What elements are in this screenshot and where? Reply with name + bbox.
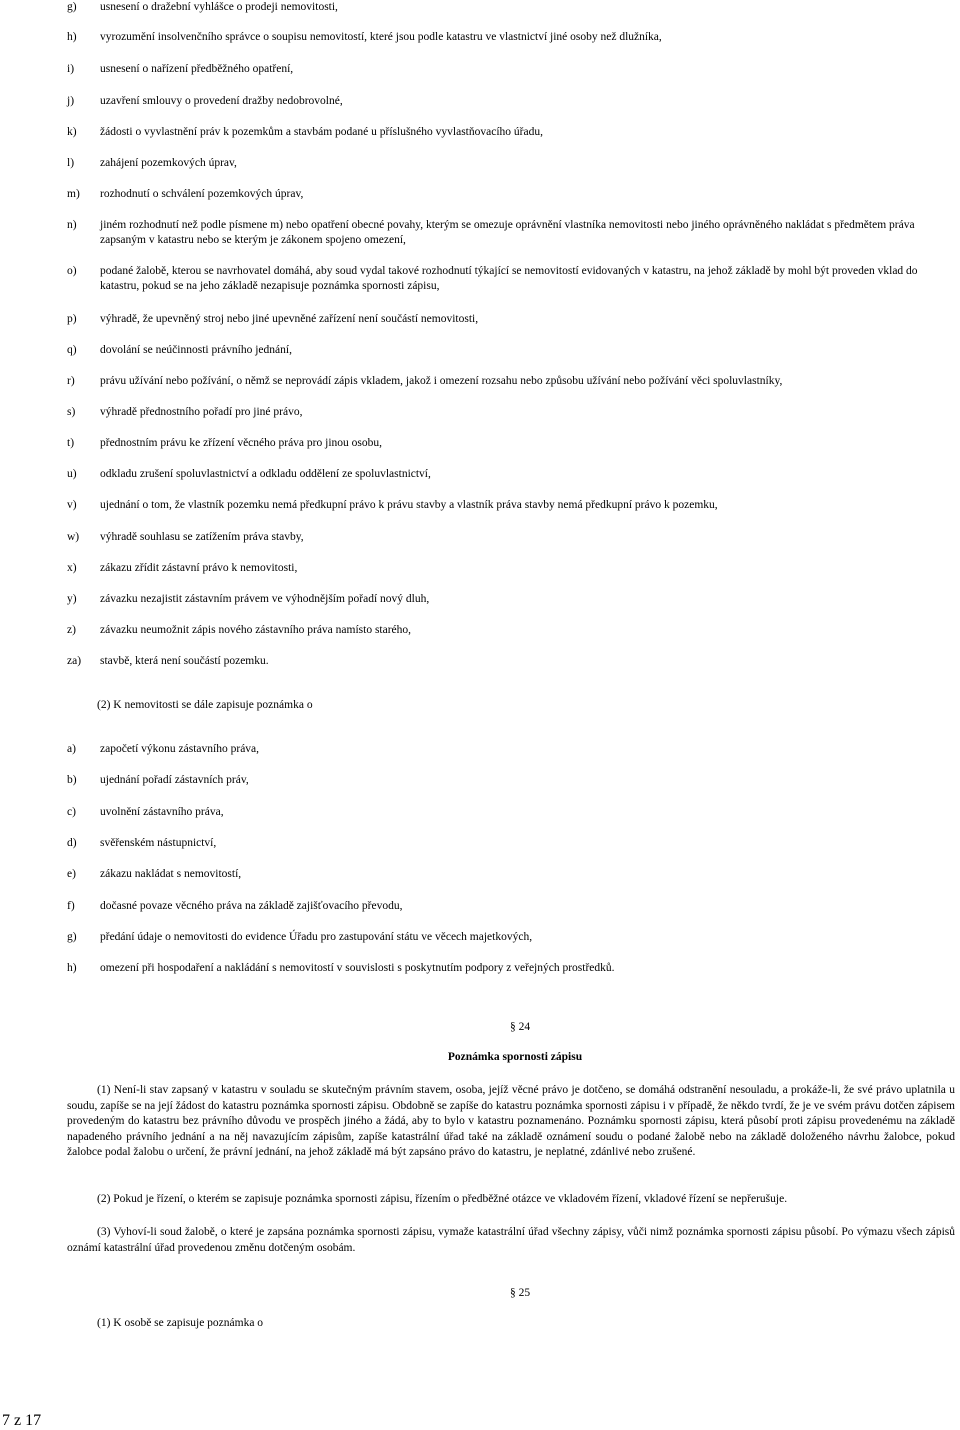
list-item-label: x) (67, 562, 77, 574)
list-item-label: y) (67, 593, 77, 605)
list-item-text: stavbě, která není součástí pozemku. (100, 655, 269, 667)
list-item-label: j) (67, 95, 75, 107)
list-item-label: w) (67, 531, 80, 543)
list-item-text: svěřenském nástupnictví, (100, 837, 217, 849)
list-item-label: u) (67, 468, 77, 480)
list-item-text: zahájení pozemkových úprav, (100, 157, 237, 169)
list-item-text: ujednání o tom, že vlastník pozemku nemá předkupní právo k právu stavby a vlastník práva stavby nemá předkupní právo k pozemku, (100, 499, 718, 511)
list-item-label: d) (67, 837, 77, 849)
list-item-text: podané žalobě, kterou se navrhovatel domáhá, aby soud vydal takové rozhodnutí týkající se nemovitostí evidovaných v katastru, na jehož základě by mohl být proveden vklad do katastru, pokud se na jeho základě nezapisuje poznámka spornosti zápisu, (100, 265, 918, 292)
list-item-label: b) (67, 774, 77, 786)
list-item-label: z) (67, 624, 76, 636)
list-item-text: dovolání se neúčinnosti právního jednání, (100, 344, 292, 356)
section-number: § 25 (509, 1287, 531, 1299)
paragraph: (1) K osobě se zapisuje poznámka o (97, 1317, 264, 1329)
paragraph-intro: (2) K nemovitosti se dále zapisuje poznámka o (97, 699, 313, 711)
list-item-text: vyrozumění insolvenčního správce o soupisu nemovitostí, které jsou podle katastru ve vlastnictví jiné osoby než dlužníka, (100, 31, 662, 43)
list-item-text: žádosti o vyvlastnění práv k pozemkům a stavbám podané u příslušného vyvlastňovacího úřadu, (100, 126, 543, 138)
list-item-text: usnesení o dražební vyhlášce o prodeji nemovitosti, (100, 1, 338, 13)
list-item-text: uvolnění zástavního práva, (100, 806, 224, 818)
list-item-label: v) (67, 499, 77, 511)
list-item-label: za) (67, 655, 82, 667)
list-item-label: r) (67, 375, 75, 387)
list-item-text: usnesení o nařízení předběžného opatření, (100, 63, 294, 75)
list-item-text: právu užívání nebo požívání, o němž se neprovádí zápis vkladem, jakož i omezení rozsahu nebo způsobu užívání nebo požívání věci spoluvlastníky, (100, 375, 783, 387)
paragraph: (2) Pokud je řízení, o kterém se zapisuje poznámka spornosti zápisu, řízením o předběžné otázce ve vkladovém řízení, vkladové řízení se nepřerušuje. (97, 1193, 788, 1205)
list-item-text: přednostním právu ke zřízení věcného práva pro jinou osobu, (100, 437, 382, 449)
section-number: § 24 (509, 1021, 531, 1033)
list-item-label: o) (67, 265, 77, 277)
list-item-label: g) (67, 1, 77, 13)
list-item-text: rozhodnutí o schválení pozemkových úprav, (100, 188, 304, 200)
list-item-label: h) (67, 31, 77, 43)
list-item-label: s) (67, 406, 76, 418)
list-item-text: předání údaje o nemovitosti do evidence Úřadu pro zastupování státu ve věcech majetkových, (100, 931, 533, 943)
paragraph: (1) Není-li stav zapsaný v katastru v souladu se skutečným právním stavem, osoba, jejíž věcné právo je dotčeno, se domáhá odstranění nesouladu, a prokáže-li, že své právo uplatnila u soudu, zapíše se na její žádost do katastru poznámka spornosti zápisu. Obdobně se zapíše do katastru poznámka spornosti zápisu i v případě, že někdo tvrdí, že je ve svém právu dotčen zápisem provedeným do katastru bez právního důvodu ve prospěch jiného a žádá, aby to bylo v katastru poznamenáno. Poznámku spornosti zápisu, která působí proti zápisu provedenému na základě napadeného právního jednání a na něj navazujícím zápisům, zapíše katastrální úřad také na základě oznámení soudu o podané žalobě nebo na základě doloženého návrhu žalobce, pokud žalobce podal žalobu o určení, že právní jednání, na jehož základě má být zapsáno právo do katastru, je neplatné, zdánlivé nebo zrušené. (67, 1084, 955, 1158)
list-item-text: dočasné povaze věcného práva na základě zajišťovacího převodu, (100, 900, 403, 912)
list-item-text: závazku nezajistit zástavním právem ve výhodnějším pořadí nový dluh, (100, 593, 430, 605)
list-item-text: zákazu zřídit zástavní právo k nemovitosti, (100, 562, 298, 574)
list-item-text: ujednání pořadí zástavních práv, (100, 774, 249, 786)
paragraph: (3) Vyhoví-li soud žalobě, o které je zapsána poznámka spornosti zápisu, vymaže katastrální úřad všechny zápisy, vůči nimž poznámka spornosti zápisu působí. Po výmazu všech zápisů oznámí katastrální úřad provedenou změnu dotčeným osobám. (67, 1226, 955, 1254)
list-item-label: n) (67, 219, 77, 231)
list-item-text: zákazu nakládat s nemovitostí, (100, 868, 242, 880)
list-item-text: omezení při hospodaření a nakládání s nemovitostí v souvislosti s poskytnutím podpory z veřejných prostředků. (100, 962, 615, 974)
list-item-label: l) (67, 157, 75, 169)
list-item-text: započetí výkonu zástavního práva, (100, 743, 260, 755)
list-item-label: a) (67, 743, 76, 755)
list-item-text: výhradě, že upevněný stroj nebo jiné upevněné zařízení není součástí nemovitosti, (100, 313, 479, 325)
list-item-label: c) (67, 806, 76, 818)
list-item-label: h) (67, 962, 77, 974)
list-item-label: p) (67, 313, 77, 325)
list-item-label: q) (67, 344, 77, 356)
list-item-text: závazku neumožnit zápis nového zástavního práva namísto starého, (100, 624, 412, 636)
list-item-label: k) (67, 126, 77, 138)
list-item-text: jiném rozhodnutí než podle písmene m) nebo opatření obecné povahy, kterým se omezuje oprávnění vlastníka nemovitosti nebo jiného oprávněného nakládat s předmětem práva zapsaným v katastru nebo se kterým je zákonem spojeno omezení, (100, 219, 915, 246)
list-item-label: f) (67, 900, 75, 912)
page-number: 7 z 17 (2, 1412, 42, 1429)
list-item-text: výhradě přednostního pořadí pro jiné právo, (100, 406, 303, 418)
list-item-label: t) (67, 437, 75, 449)
list-item-label: m) (67, 188, 80, 200)
list-item-text: odkladu zrušení spoluvlastnictví a odkladu oddělení ze spoluvlastnictví, (100, 468, 431, 480)
list-item-label: g) (67, 931, 77, 943)
list-item-label: e) (67, 868, 76, 880)
list-item-text: uzavření smlouvy o provedení dražby nedobrovolné, (100, 95, 343, 107)
section-title: Poznámka spornosti zápisu (447, 1051, 583, 1063)
list-item-label: i) (67, 63, 75, 75)
list-item-text: výhradě souhlasu se zatížením práva stavby, (100, 531, 304, 543)
